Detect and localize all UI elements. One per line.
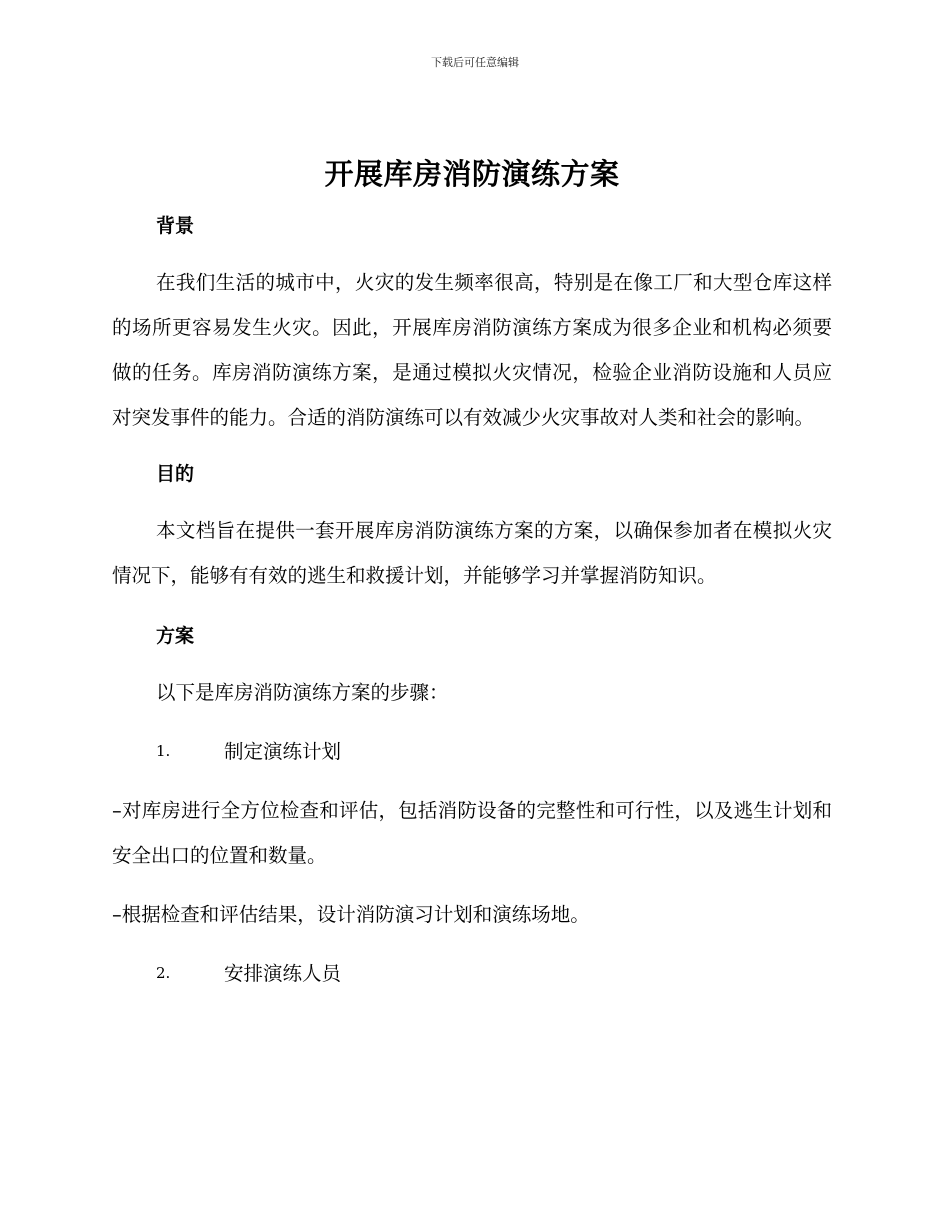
step-number: 1.: [156, 742, 171, 760]
section-heading-plan: 方案: [156, 625, 195, 647]
step-number: 2.: [156, 964, 171, 982]
section-heading-background: 背景: [156, 215, 195, 237]
step-item: [112, 951, 832, 996]
purpose-paragraph: 本文档旨在提供一套开展库房消防演练方案的方案，以确保参加者在模拟火灾情况下，能够有有效的逃生和救援计划，并能够学习并掌握消防知识。: [112, 519, 832, 587]
step-title: 制定演练计划: [224, 740, 342, 763]
plan-intro: 以下是库房消防演练方案的步骤：: [156, 681, 449, 704]
header-note: 下载后可任意编辑: [431, 56, 519, 69]
background-paragraph: 在我们生活的城市中，火灾的发生频率很高，特别是在像工厂和大型仓库这样的场所更容易发生火灾。因此，开展库房消防演练方案成为很多企业和机构必须要做的任务。库房消防演练方案，是通过模拟火灾情况，检验企业消防设施和人员应对突发事件的能力。合适的消防演练可以有效减少火灾事故对人类和社会的影响。: [112, 271, 832, 429]
step-bullet: –对库房进行全方位检查和评估，包括消防设备的完整性和可行性，以及逃生计划和安全出口的位置和数量。: [112, 799, 832, 867]
document-title: 开展库房消防演练方案: [324, 157, 620, 191]
step-bullet: –根据检查和评估结果，设计消防演习计划和演练场地。: [112, 903, 590, 926]
step-title: 安排演练人员: [224, 962, 342, 985]
document-body: [112, 150, 832, 996]
step-item: [112, 729, 832, 774]
section-heading-purpose: 目的: [156, 463, 195, 485]
